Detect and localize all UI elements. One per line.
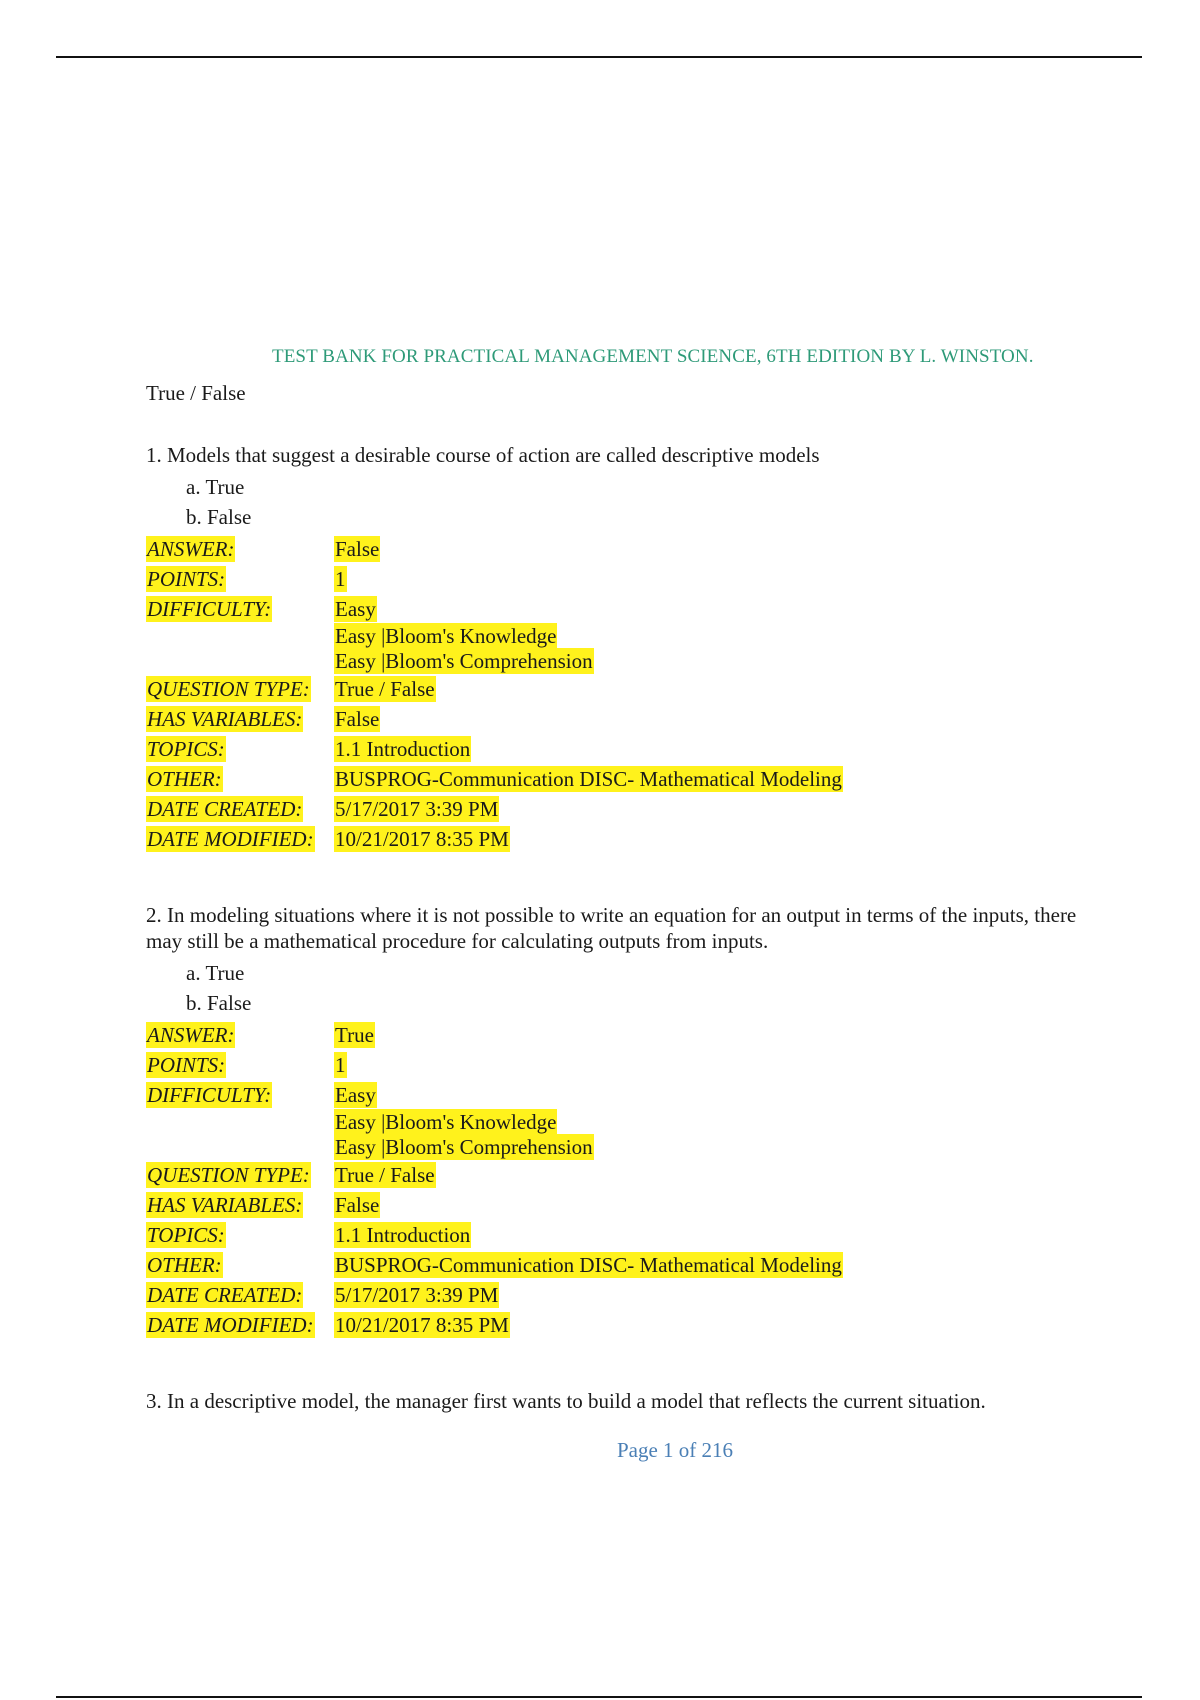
has-variables-row [146,704,1086,734]
topics-label: TOPICS: [147,737,225,761]
document-header: TEST BANK FOR PRACTICAL MANAGEMENT SCIENCE, 6TH EDITION BY L. WINSTON. [272,346,1034,367]
other-label: OTHER: [147,767,222,791]
difficulty-value: Easy |Bloom's Knowledge [335,1110,557,1134]
points-value: 1 [335,567,346,591]
question-3-text: 3. In a descriptive model, the manager first wants to build a model that reflects the current situation. [146,1389,986,1413]
has-variables-value: False [335,707,380,731]
bottom-rule [56,1696,1142,1698]
difficulty-value: Easy |Bloom's Comprehension [335,649,593,673]
section-title: True / False [146,381,246,405]
answer-value: True [335,1023,374,1047]
date-created-value: 5/17/2017 3:39 PM [335,797,499,821]
question-text: 2. In modeling situations where it is not possible to write an equation for an output in terms of the inputs, there may still be a mathematical procedure for calculating outputs from inputs. [146,903,1077,953]
answer-choices [186,958,1086,1018]
difficulty-value: Easy [335,1083,376,1107]
question-metadata [146,1020,1086,1340]
other-value: BUSPROG-Communication DISC- Mathematical Modeling [335,1253,842,1277]
choice-b: b. False [186,991,252,1015]
has-variables-label: HAS VARIABLES: [147,1193,303,1217]
has-variables-row [146,1190,1086,1220]
question-type-value: True / False [335,677,435,701]
points-value: 1 [335,1053,346,1077]
difficulty-value: Easy |Bloom's Comprehension [335,1135,593,1159]
date-created-label: DATE CREATED: [147,797,303,821]
answer-row [146,534,1086,564]
other-value: BUSPROG-Communication DISC- Mathematical Modeling [335,767,842,791]
page-number: Page 1 of 216 [616,1438,734,1462]
difficulty-value: Easy [335,597,376,621]
date-created-row [146,794,1086,824]
other-row [146,764,1086,794]
question-1 [146,442,1086,854]
question-type-label: QUESTION TYPE: [147,1163,310,1187]
answer-label: ANSWER: [147,537,235,561]
choice-a: a. True [186,961,245,985]
topics-row [146,1220,1086,1250]
difficulty-value: Easy |Bloom's Knowledge [335,624,557,648]
answer-label: ANSWER: [147,1023,235,1047]
other-label: OTHER: [147,1253,222,1277]
has-variables-value: False [335,1193,380,1217]
topics-value: 1.1 Introduction [335,737,471,761]
difficulty-row [146,1080,1086,1160]
difficulty-label: DIFFICULTY: [147,1083,272,1107]
choice-a: a. True [186,475,245,499]
answer-choices [186,472,1086,532]
date-modified-value: 10/21/2017 8:35 PM [335,1313,509,1337]
date-created-label: DATE CREATED: [147,1283,303,1307]
difficulty-row [146,594,1086,674]
topics-row [146,734,1086,764]
points-row [146,564,1086,594]
question-type-row [146,674,1086,704]
date-modified-label: DATE MODIFIED: [147,827,314,851]
date-modified-value: 10/21/2017 8:35 PM [335,827,509,851]
question-metadata [146,534,1086,854]
date-modified-row [146,824,1086,854]
question-type-row [146,1160,1086,1190]
points-row [146,1050,1086,1080]
question-type-value: True / False [335,1163,435,1187]
topics-value: 1.1 Introduction [335,1223,471,1247]
choice-b: b. False [186,505,252,529]
top-rule [56,56,1142,58]
has-variables-label: HAS VARIABLES: [147,707,303,731]
points-label: POINTS: [147,1053,226,1077]
topics-label: TOPICS: [147,1223,225,1247]
question-2 [146,902,1086,1340]
date-created-value: 5/17/2017 3:39 PM [335,1283,499,1307]
difficulty-label: DIFFICULTY: [147,597,272,621]
date-created-row [146,1280,1086,1310]
question-type-label: QUESTION TYPE: [147,677,310,701]
date-modified-label: DATE MODIFIED: [147,1313,314,1337]
answer-value: False [335,537,380,561]
answer-row [146,1020,1086,1050]
other-row [146,1250,1086,1280]
points-label: POINTS: [147,567,226,591]
question-text: 1. Models that suggest a desirable course of action are called descriptive models [146,443,820,467]
date-modified-row [146,1310,1086,1340]
